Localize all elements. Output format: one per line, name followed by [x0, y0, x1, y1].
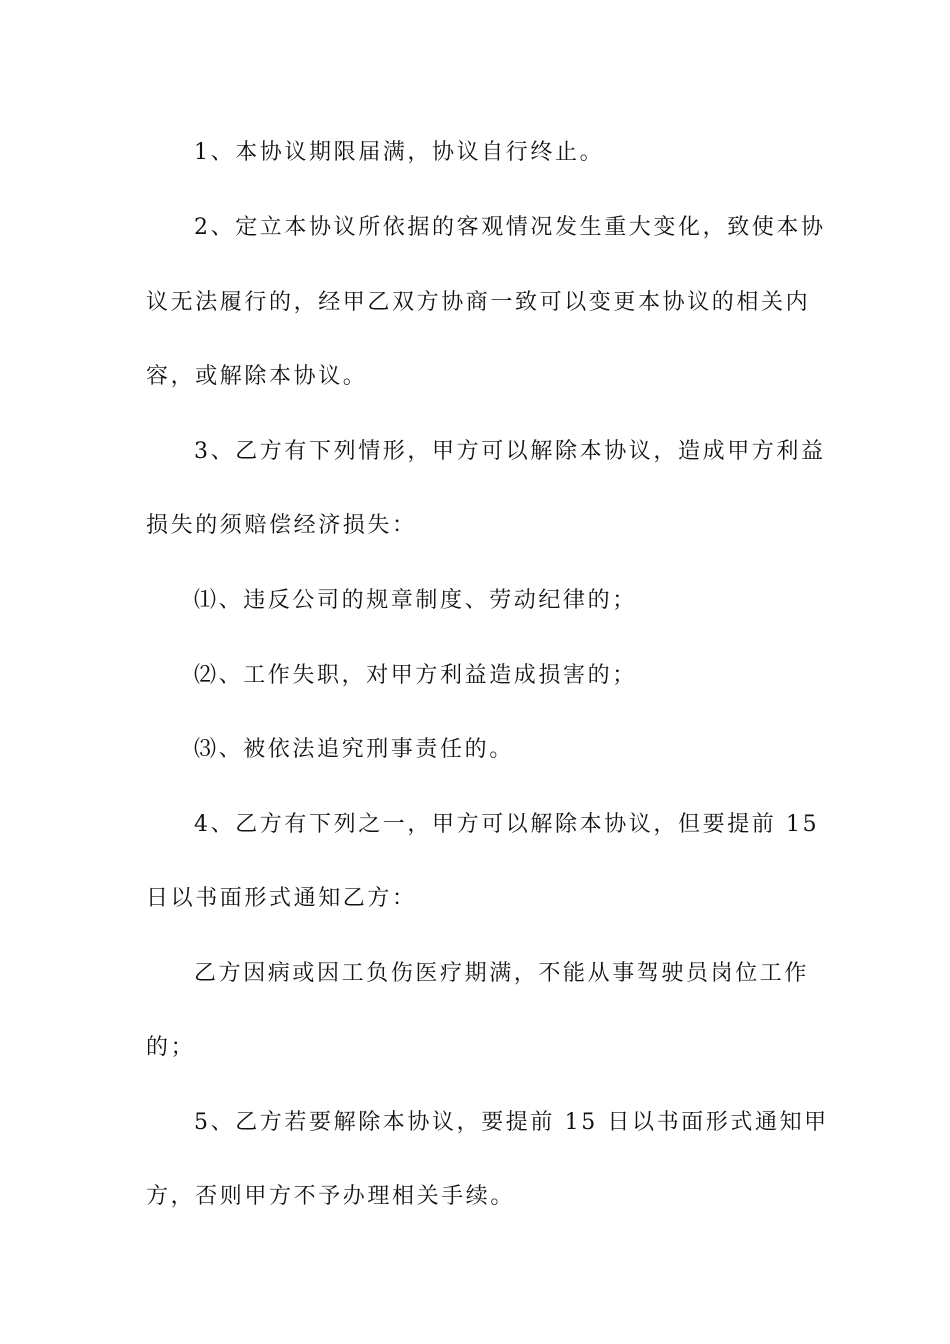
clause-5-line-1: 5、乙方若要解除本协议，要提前 15 日以书面形式通知甲: [194, 1110, 829, 1135]
clause-4-condition-line-2: 的；: [146, 1035, 196, 1060]
clause-1-line-1: 1、本协议期限届满，协议自行终止。: [194, 140, 605, 165]
clause-3-item-1: ⑴、违反公司的规章制度、劳动纪律的；: [194, 588, 637, 613]
clause-4-condition-line-1: 乙方因病或因工负伤医疗期满，不能从事驾驶员岗位工作: [194, 961, 810, 986]
clause-3-line-1: 3、乙方有下列情形，甲方可以解除本协议，造成甲方利益: [194, 439, 826, 464]
clause-3-item-3: ⑶、被依法追究刑事责任的。: [194, 737, 514, 762]
clause-2-line-3: 容，或解除本协议。: [146, 364, 368, 389]
clause-4-line-1: 4、乙方有下列之一，甲方可以解除本协议，但要提前 15: [194, 812, 820, 837]
clause-5-line-2: 方，否则甲方不予办理相关手续。: [146, 1184, 516, 1209]
clause-2-line-1: 2、定立本协议所依据的客观情况发生重大变化，致使本协: [194, 215, 826, 240]
clause-3-line-2: 损失的须赔偿经济损失：: [146, 513, 417, 538]
clause-3-item-2: ⑵、工作失职，对甲方利益造成损害的；: [194, 663, 637, 688]
clause-2-line-2: 议无法履行的，经甲乙双方协商一致可以变更本协议的相关内: [146, 290, 811, 315]
clause-4-line-2: 日以书面形式通知乙方：: [146, 886, 417, 911]
